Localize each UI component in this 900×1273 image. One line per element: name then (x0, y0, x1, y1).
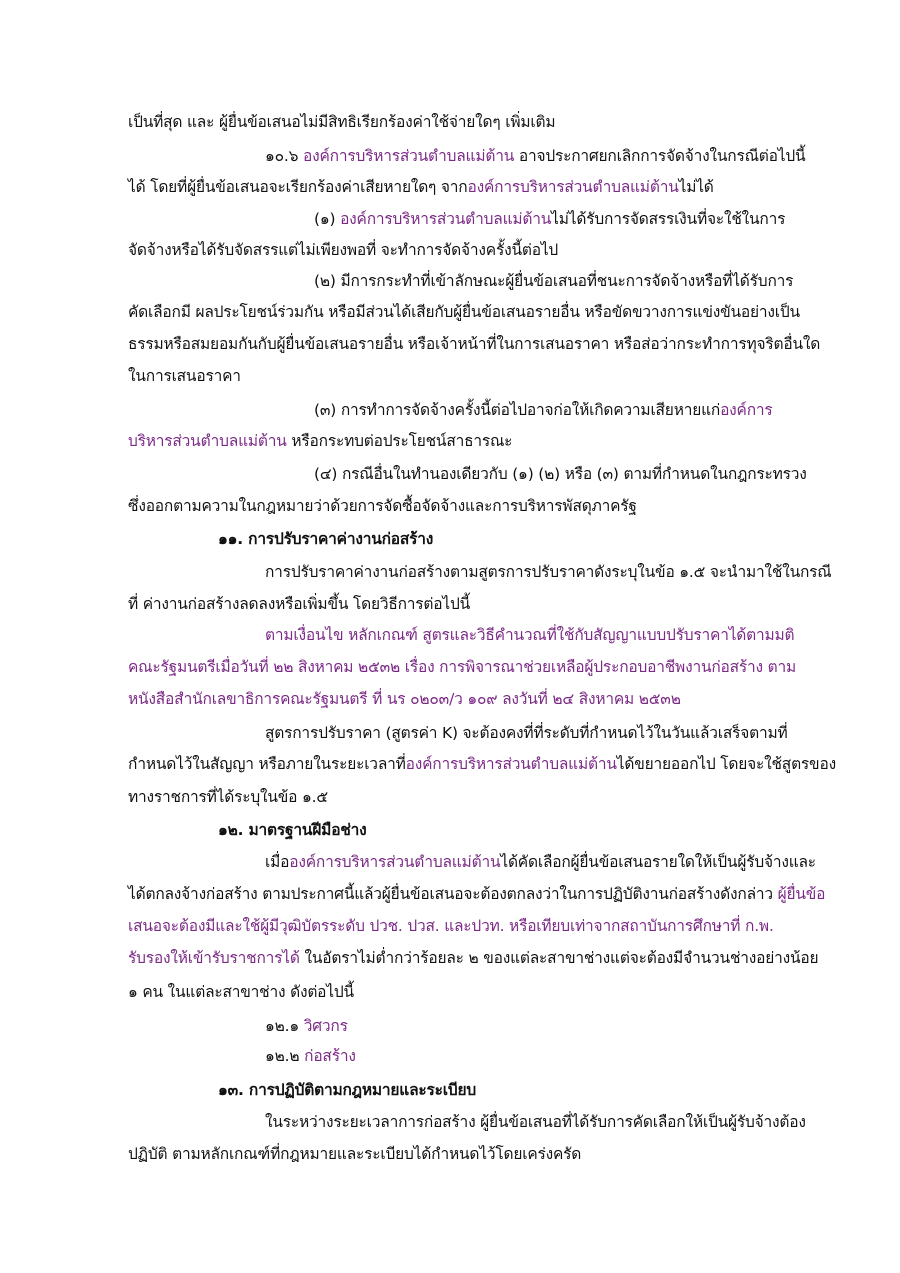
text-segment: ที่ ค่างานก่อสร้างลดลงหรือเพิ่มขึ้น โดยวิธีการต่อไปนี้ (128, 595, 471, 613)
highlight-text: เสนอจะต้องมีและใช้ผู้มีวุฒิบัตรระดับ ปวช. ปวส. และปวท. หรือเทียบเท่าจากสถาบันการศึกษาที่ ก.พ. (128, 917, 774, 935)
text-line (128, 754, 836, 774)
text-line (265, 723, 788, 743)
text-line (128, 689, 681, 709)
org-name-highlight: องค์การบริหารส่วนตำบลแม่ต้าน (303, 147, 515, 165)
section-heading (218, 820, 367, 840)
text-line (128, 112, 555, 132)
heading-text: ๑๒. มาตรฐานฝีมือช่าง (218, 821, 367, 839)
text-segment: ในอัตราไม่ต่ำกว่าร้อยละ ๒ ของแต่ละสาขาช่างแต่จะต้องมีจำนวนช่างอย่างน้อย (299, 949, 819, 967)
text-line (265, 625, 794, 645)
text-line (265, 1112, 806, 1132)
text-line (128, 787, 328, 807)
text-segment: หรือกระทบต่อประโยชน์สาธารณะ (286, 432, 513, 450)
text-line (314, 400, 773, 420)
text-segment: การปรับราคาค่างานก่อสร้างตามสูตรการปรับราคาดังระบุในข้อ ๑.๕ จะนำมาใช้ในกรณี (265, 563, 832, 581)
text-segment: ได้คัดเลือกผู้ยื่นข้อเสนอรายใดให้เป็นผู้รับจ้างและ (500, 853, 816, 871)
list-item (265, 1046, 356, 1066)
list-number: ๑๒.๒ (265, 1047, 305, 1065)
text-segment: (๒) มีการกระทำที่เข้าลักษณะผู้ยื่นข้อเสนอที่ชนะการจัดจ้างหรือที่ได้รับการ (314, 272, 794, 290)
text-segment: กำหนดไว้ในสัญญา หรือภายในระยะเวลาที่ (128, 755, 406, 773)
org-name-highlight: บริหารส่วนตำบลแม่ต้าน (128, 432, 287, 450)
text-segment: จัดจ้างหรือได้รับจัดสรรแต่ไม่เพียงพอที่ จะทำการจัดจ้างครั้งนี้ต่อไป (128, 241, 559, 259)
org-name-highlight: องค์การบริหารส่วนตำบลแม่ต้าน (340, 210, 552, 228)
text-line (265, 562, 831, 582)
text-line (128, 431, 512, 451)
text-line (128, 982, 354, 1002)
highlight-text: คณะรัฐมนตรีเมื่อวันที่ ๒๒ สิงหาคม ๒๕๓๒ เรื่อง การพิจารณาช่วยเหลือผู้ประกอบอาชีพงานก่อสร้าง ตาม (128, 658, 797, 676)
text-line (128, 302, 800, 322)
list-item-label: ก่อสร้าง (304, 1047, 356, 1065)
text-segment: ไม่ได้ (678, 178, 714, 196)
org-name-highlight: องค์การ (720, 401, 773, 419)
text-line (128, 366, 241, 386)
text-line (128, 496, 637, 516)
text-line (128, 594, 470, 614)
highlight-text: หนังสือสำนักเลขาธิการคณะรัฐมนตรี ที่ นร ๐๒๐๓/ว ๑๐๙ ลงวันที่ ๒๔ สิงหาคม ๒๕๓๒ (128, 690, 681, 708)
text-line (265, 852, 816, 872)
section-heading (218, 529, 433, 549)
highlight-text: ตามเงื่อนไข หลักเกณฑ์ สูตรและวิธีคำนวณที่ใช้กับสัญญาแบบปรับราคาได้ตามมติ (265, 626, 795, 644)
text-segment: คัดเลือกมี ผลประโยชน์ร่วมกัน หรือมีส่วนได้เสียกับผู้ยื่นข้อเสนอรายอื่น หรือขัดขวางการแข่งขันอย่างเป็น (128, 303, 800, 321)
text-segment: ได้ โดยที่ผู้ยื่นข้อเสนอจะเรียกร้องค่าเสียหายใดๆ จาก (128, 178, 468, 196)
text-line (128, 916, 774, 936)
text-line (128, 240, 558, 260)
text-line (128, 177, 714, 197)
text-segment: ในการเสนอราคา (128, 367, 241, 385)
text-segment: ปฏิบัติ ตามหลักเกณฑ์ที่กฎหมายและระเบียบได้กำหนดไว้โดยเคร่งครัด (128, 1145, 582, 1163)
text-segment: ธรรมหรือสมยอมกันกับผู้ยื่นข้อเสนอรายอื่น หรือเจ้าหน้าที่ในการเสนอราคา หรือส่อว่ากระทำการทุจริตอื่นใด (128, 335, 821, 353)
list-number: ๑๒.๑ (265, 1017, 304, 1035)
text-segment: ได้ขยายออกไป โดยจะใช้สูตรของ (616, 755, 836, 773)
section-heading (218, 1080, 476, 1100)
text-segment: (๑) (314, 210, 341, 228)
text-segment: ๑ คน ในแต่ละสาขาช่าง ดังต่อไปนี้ (128, 983, 354, 1001)
text-segment: เมื่อ (265, 853, 290, 871)
text-segment: ทางราชการที่ได้ระบุในข้อ ๑.๕ (128, 788, 328, 806)
text-segment: เป็นที่สุด และ ผู้ยื่นข้อเสนอไม่มีสิทธิเรียกร้องค่าใช้จ่ายใดๆ เพิ่มเติม (128, 113, 556, 131)
text-segment: (๔) กรณีอื่นในทำนองเดียวกับ (๑) (๒) หรือ (๓) ตามที่กำหนดในกฎกระทรวง (314, 465, 807, 483)
text-line (314, 271, 793, 291)
text-line (128, 948, 818, 968)
heading-text: ๑๑. การปรับราคาค่างานก่อสร้าง (218, 530, 434, 548)
org-name-highlight: องค์การบริหารส่วนตำบลแม่ต้าน (467, 178, 679, 196)
text-segment: สูตรการปรับราคา (สูตรค่า K) จะต้องคงที่ที่ระดับที่กำหนดไว้ในวันแล้วเสร็จตามที่ (265, 724, 788, 742)
text-segment: อาจประกาศยกเลิกการจัดจ้างในกรณีต่อไปนี้ (514, 147, 806, 165)
text-segment: ซึ่งออกตามความในกฎหมายว่าด้วยการจัดซื้อจัดจ้างและการบริหารพัสดุภาครัฐ (128, 497, 637, 515)
list-item (265, 1016, 348, 1036)
text-segment: ในระหว่างระยะเวลาการก่อสร้าง ผู้ยื่นข้อเสนอที่ได้รับการคัดเลือกให้เป็นผู้รับจ้างต้อง (265, 1113, 806, 1131)
text-segment: (๓) การทำการจัดจ้างครั้งนี้ต่อไปอาจก่อให้เกิดความเสียหายแก่ (314, 401, 721, 419)
text-line (265, 146, 805, 166)
org-name-highlight: องค์การบริหารส่วนตำบลแม่ต้าน (405, 755, 617, 773)
org-name-highlight: องค์การบริหารส่วนตำบลแม่ต้าน (289, 853, 501, 871)
text-line (314, 209, 785, 229)
text-line (314, 464, 807, 484)
text-line (128, 884, 825, 904)
text-line (128, 334, 820, 354)
text-segment: ๑๐.๖ (265, 147, 303, 165)
list-item-label: วิศวกร (303, 1017, 348, 1035)
text-segment: ไม่ได้รับการจัดสรรเงินที่จะใช้ในการ (551, 210, 786, 228)
highlight-text: รับรองให้เข้ารับราชการได้ (128, 949, 300, 967)
text-line (128, 657, 796, 677)
text-segment: ได้ตกลงจ้างก่อสร้าง ตามประกาศนี้แล้วผู้ยื่นข้อเสนอจะต้องตกลงว่าในการปฏิบัติงานก่อสร้างดังกล่าว (128, 885, 778, 903)
text-line (128, 1144, 581, 1164)
highlight-text: ผู้ยื่นข้อ (777, 885, 826, 903)
heading-text: ๑๓. การปฏิบัติตามกฎหมายและระเบียบ (218, 1081, 477, 1099)
